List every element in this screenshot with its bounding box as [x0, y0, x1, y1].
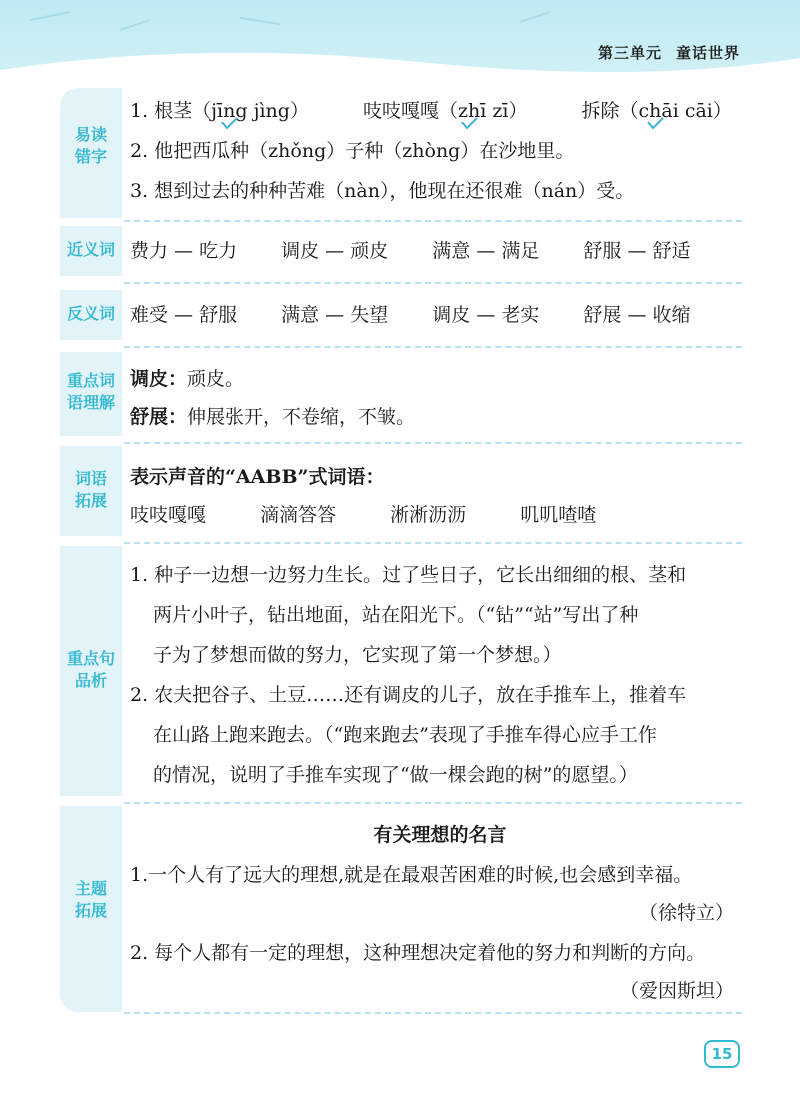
label-yidu-2: 错字	[74, 147, 107, 166]
label-ci-1: 重点词	[66, 371, 115, 390]
fanyi-pair: 满意 — 失望	[281, 304, 389, 326]
check-icon	[648, 118, 663, 128]
zhuti-author-2: （爱因斯坦）	[619, 980, 734, 1002]
jinyi-pair: 费力 — 吃力	[130, 240, 238, 262]
juzi-line: 两片小叶子，钻出地面，站在阳光下。（“钻”“站”写出了种	[153, 604, 639, 626]
fanyi-pair: 舒展 — 收缩	[583, 304, 691, 326]
ciyu-word: 叽叽喳喳	[520, 504, 597, 526]
jinyi-pair: 调皮 — 顽皮	[281, 240, 389, 262]
divider	[124, 802, 742, 804]
juzi-line: 在山路上跑来跑去。（“跑来跑去”表现了手推车得心应手工作	[153, 724, 657, 746]
section-label-jinyi: 近义词	[66, 240, 115, 259]
label-ciyu-2: 拓展	[74, 491, 107, 510]
page-number: 15	[704, 1040, 740, 1068]
ci-term: 调皮：	[130, 368, 188, 390]
label-juzi-2: 品析	[74, 671, 107, 690]
divider	[124, 1012, 742, 1014]
section-label-zhuti	[60, 878, 122, 922]
fanyi-row	[130, 300, 750, 327]
yidu-item-1: 1. 根茎（jīng jìng）	[130, 100, 309, 122]
divider	[124, 346, 742, 348]
section-label-juzi	[60, 648, 122, 692]
ci-item-1	[130, 364, 750, 391]
divider	[124, 220, 742, 222]
juzi-line: 子为了梦想而做的努力，它实现了第一个梦想。）	[153, 644, 562, 666]
section-label-yidu	[60, 124, 122, 168]
section-label-ciyu	[60, 468, 122, 512]
yidu-line-3: 3. 想到过去的种种苦难（nàn），他现在还很难（nán）受。	[130, 180, 635, 202]
fanyi-pair: 调皮 — 老实	[432, 304, 540, 326]
section-label-fanyi: 反义词	[66, 304, 115, 323]
section-label-ci	[60, 370, 122, 414]
jinyi-row	[130, 236, 750, 263]
ci-def: 伸展张开，不卷缩，不皱。	[187, 406, 416, 428]
ci-term: 舒展：	[130, 406, 188, 428]
divider	[124, 442, 742, 444]
juzi-line: 2. 农夫把谷子、土豆……还有调皮的儿子，放在手推车上，推着车	[130, 684, 687, 706]
jinyi-pair: 舒服 — 舒适	[583, 240, 691, 262]
zhuti-title-text: 有关理想的名言	[373, 824, 507, 846]
ci-def: 顽皮。	[187, 368, 245, 390]
jinyi-pair: 满意 — 满足	[432, 240, 540, 262]
unit-label: 第三单元	[597, 44, 662, 62]
label-yidu-1: 易读	[74, 125, 107, 144]
ci-item-2	[130, 402, 750, 429]
yidu-item-2: 吱吱嘎嘎（zhī zī）	[363, 100, 528, 122]
label-ciyu-1: 词语	[74, 469, 107, 488]
ciyu-title-text: 表示声音的“AABB”式词语：	[130, 466, 385, 488]
zhuti-author-1: （徐特立）	[638, 902, 734, 924]
theme-label: 童话世界	[675, 44, 740, 62]
divider	[124, 282, 742, 284]
zhuti-quote-1: 1.一个人有了远大的理想,就是在最艰苦困难的时候,也会感到幸福。	[130, 864, 693, 886]
ciyu-word: 吱吱嘎嘎	[130, 504, 207, 526]
juzi-line: 的情况，说明了手推车实现了“做一棵会跑的树”的愿望。）	[153, 764, 638, 786]
divider	[124, 542, 742, 544]
check-marks	[200, 116, 700, 136]
label-ci-2: 语理解	[66, 393, 115, 412]
ciyu-word: 滴滴答答	[260, 504, 337, 526]
label-zhuti-1: 主题	[74, 879, 107, 898]
ciyu-title	[130, 462, 750, 489]
ciyu-words	[130, 500, 750, 527]
zhuti-title	[130, 820, 750, 847]
label-juzi-1: 重点句	[66, 649, 115, 668]
label-zhuti-2: 拓展	[74, 901, 107, 920]
juzi-line: 1. 种子一边想一边努力生长。过了些日子，它长出细细的根、茎和	[130, 564, 687, 586]
check-icon	[462, 118, 477, 128]
fanyi-pair: 难受 — 舒服	[130, 304, 238, 326]
check-icon	[222, 118, 237, 128]
yidu-item-3: 拆除（chāi cāi）	[581, 100, 732, 122]
ciyu-word: 淅淅沥沥	[390, 504, 467, 526]
zhuti-quote-2: 2. 每个人都有一定的理想，这种理想决定着他的努力和判断的方向。	[130, 942, 706, 964]
unit-title	[598, 42, 740, 63]
yidu-line-2: 2. 他把西瓜种（zhǒng）子种（zhòng）在沙地里。	[130, 140, 575, 162]
